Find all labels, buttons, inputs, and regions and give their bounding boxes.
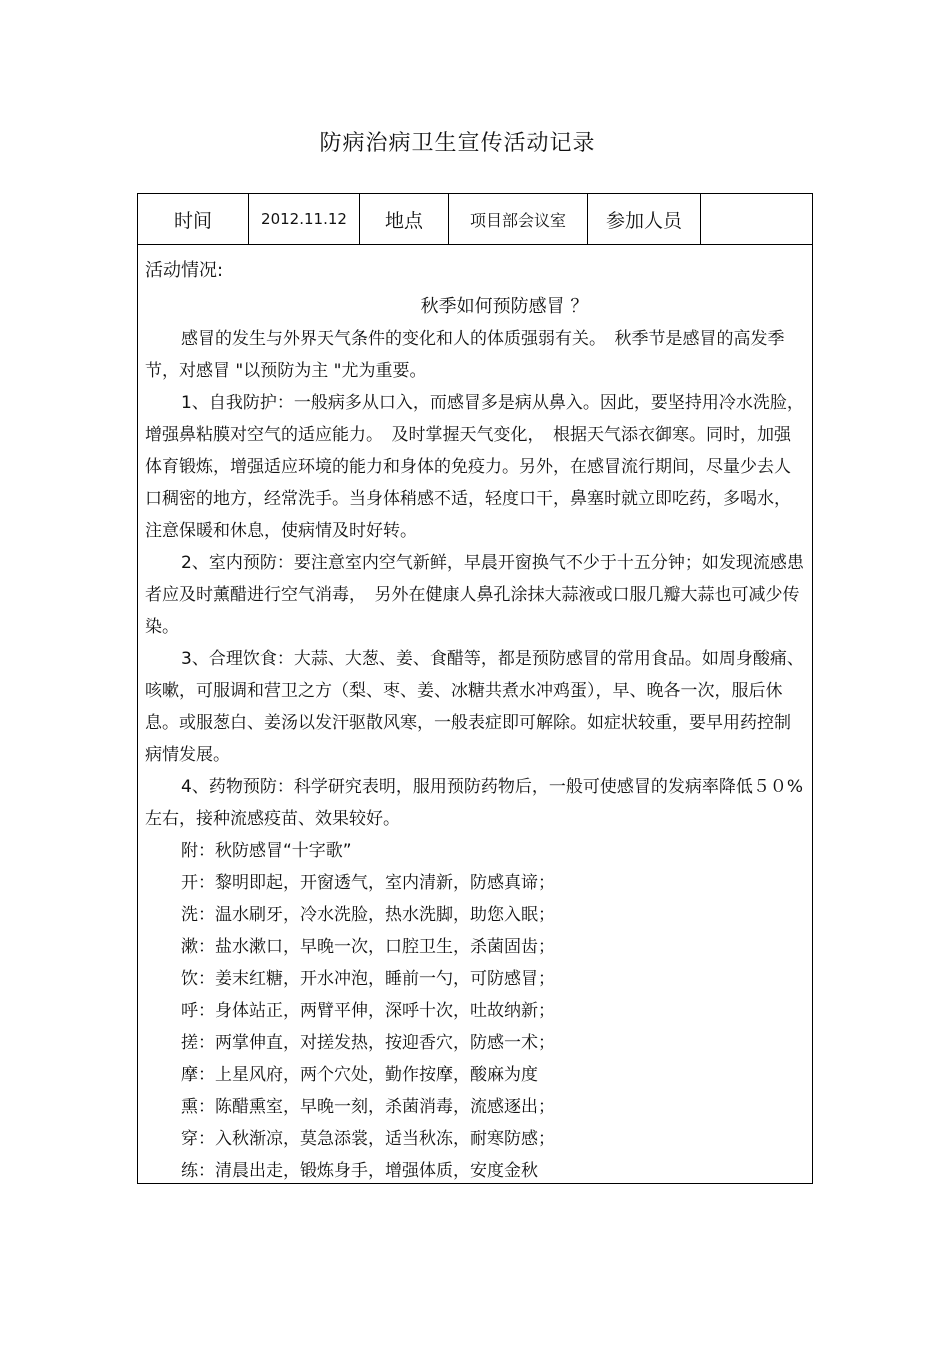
article-title: 秋季如何预防感冒 ？ — [420, 296, 589, 317]
paragraph: 4、药物预防：科学研究表明，服用预防药物后，一般可使感冒的发病率降低５０%左右，接种流感疫苗、效果较好。 — [145, 777, 803, 829]
paragraph: 3、合理饮食：大蒜、大葱、姜、食醋等，都是预防感冒的常用食品。如周身酸痛、咳嗽，可服调和营卫之方（梨、枣、姜、冰糖共煮水冲鸡蛋），早、晚各一次，服后休息。或服葱白、姜汤以发汗驱散风寒，一般表症即可解除。如症状较重，要早用药控制病情发展。 — [145, 649, 804, 765]
header-row — [138, 194, 812, 245]
paragraph: 2、室内预防：要注意室内空气新鲜，早晨开窗换气不少于十五分钟；如发现流感患者应及时薰醋进行空气消毒， 另外在健康人鼻孔涂抹大蒜液或口服几瓣大蒜也可减少传染。 — [145, 553, 804, 637]
activity-content — [138, 245, 812, 1184]
record-table — [137, 193, 813, 1184]
participants-value — [701, 194, 812, 244]
time-label: 时间 — [138, 194, 249, 244]
activity-label: 活动情况: — [145, 260, 224, 281]
place-label: 地点 — [360, 194, 449, 244]
poem-line: 熏：陈醋熏室，早晚一刻，杀菌消毒，流感逐出； — [181, 1097, 555, 1117]
poem-line: 洗：温水刷牙，冷水洗脸，热水洗脚，助您入眠； — [181, 905, 555, 925]
poem-heading: 附：秋防感冒“十字歌” — [181, 841, 352, 861]
poem-line: 饮：姜末红糖，开水冲泡，睡前一勺，可防感冒； — [181, 969, 555, 989]
time-value: 2012.11.12 — [249, 194, 360, 244]
participants-label: 参加人员 — [588, 194, 701, 244]
paragraph: 1、自我防护：一般病多从口入，而感冒多是病从鼻入。因此，要坚持用冷水洗脸，增强鼻粘膜对空气的适应能力。 及时掌握天气变化， 根据天气添衣御寒。同时，加强体育锻炼，增强适应环境的能力和身体的免疫力。另外，在感冒流行期间，尽量少去人口稠密的地方，经常洗手。当身体稍感不适，轻度口干，鼻塞时就立即吃药，多喝水，注意保暖和休息，使病情及时好转。 — [145, 393, 804, 541]
paragraph: 感冒的发生与外界天气条件的变化和人的体质强弱有关。 秋季节是感冒的高发季节，对感冒 "以预防为主 "尤为重要。 — [145, 329, 785, 381]
poem-line: 穿：入秋渐凉，莫急添裳，适当秋冻，耐寒防感； — [181, 1129, 555, 1149]
poem-line: 练：清晨出走，锻炼身手，增强体质，安度金秋 — [181, 1161, 538, 1181]
place-value: 项目部会议室 — [449, 194, 588, 244]
poem-line: 开：黎明即起，开窗透气，室内清新，防感真谛； — [181, 873, 555, 893]
poem-line: 漱：盐水漱口，早晚一次，口腔卫生，杀菌固齿； — [181, 937, 555, 957]
document-title: 防病治病卫生宣传活动记录 — [319, 131, 596, 156]
poem-line: 呼：身体站正，两臂平伸，深呼十次，吐故纳新； — [181, 1001, 555, 1021]
poem-line: 搓：两掌伸直，对搓发热，按迎香穴，防感一术； — [181, 1033, 555, 1053]
poem-line: 摩：上星风府，两个穴处，勤作按摩，酸麻为度 — [181, 1065, 538, 1085]
